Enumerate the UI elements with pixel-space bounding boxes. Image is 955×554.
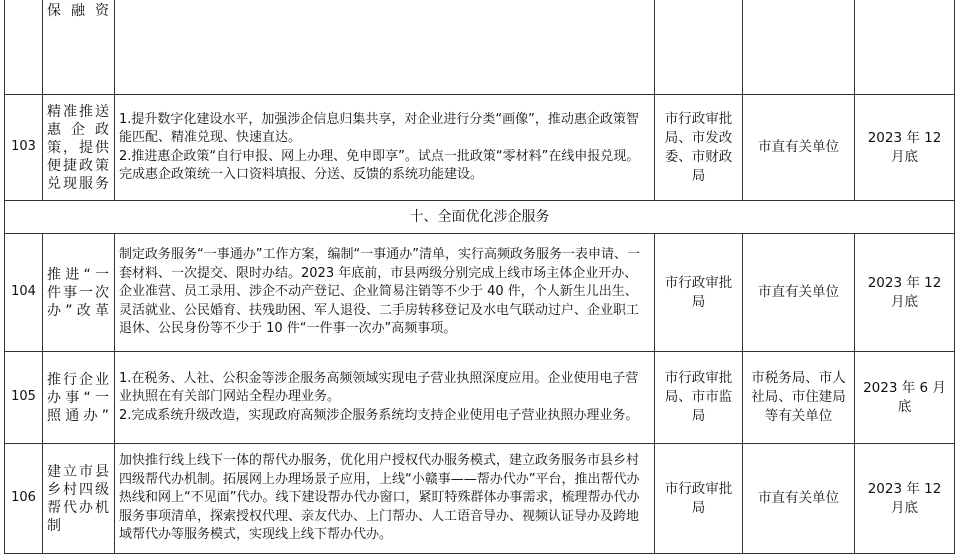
deadline: 2023 年 12 月底 (855, 234, 955, 352)
task-table (4, 0, 955, 554)
task-content (115, 95, 655, 201)
responsible-unit: 市直有关单位 (743, 95, 855, 201)
task-name: 精准推送惠企政策，提供便捷政策兑现服务 (43, 95, 115, 201)
table-row (5, 0, 955, 95)
lead-unit: 市行政审批局 (655, 444, 743, 554)
table-row (5, 95, 955, 201)
task-name: 建立市县乡村四级帮代办机制 (43, 444, 115, 554)
deadline: 2023 年 12 月底 (855, 95, 955, 201)
row-number: 106 (5, 444, 43, 554)
lead-unit (655, 0, 743, 95)
task-content (115, 0, 655, 95)
task-content (115, 444, 655, 554)
deadline: 2023 年 12 月底 (855, 444, 955, 554)
responsible-unit (743, 0, 855, 95)
deadline (855, 0, 955, 95)
content-paragraph: 加快推行线上线下一体的帮代办服务，优化用户授权代办服务模式，建立政务服务市县乡村四级帮代办机制。拓展网上办理场景子应用，上线“小赣事——帮办代办”平台，推出帮代办热线和网上“不见面”代办。线下建设帮办代办窗口，紧盯特殊群体办事需求，梳理帮办代办服务事项清单，探索授权代理、亲友代办、上门帮办、人工语音导办、视频认证导办及跨地域帮代办等服务模式，实现线上线下帮办代办。 (119, 453, 640, 543)
content-paragraph: 制定政务服务“一事通办”工作方案，编制“一事通办”清单，实行高频政务服务一表申请、一套材料、一次提交、限时办结。2023 年底前，市县两级分别完成上线市场主体企业开办、企业准营、员工录用、涉企不动产登记、企业简易注销等不少于 40 件，个人新生儿出生、灵活就业、公民婚育、扶残助困、军人退役、二手房转移登记及水电气联动过户、企业职工退休、公民身份等不少于 10 件“一件事一次办”高频事项。 (119, 247, 640, 337)
table-row (5, 444, 955, 554)
row-number: 105 (5, 352, 43, 444)
section-heading-row (5, 201, 955, 234)
content-paragraph: 1.在税务、人社、公积金等涉企服务高频领域实现电子营业执照深度应用。企业使用电子营业执照在有关部门网站全程办理业务。 (119, 370, 639, 405)
content-paragraph: 1.提升数字化建设水平，加强涉企信息归集共享，对企业进行分类“画像”，推动惠企政策智能匹配、精准兑现、快速直达。 (119, 111, 639, 145)
content-paragraph: 2.完成系统升级改造，实现政府高频涉企服务系统均支持企业使用电子营业执照办理业务。 (119, 407, 639, 423)
lead-unit: 市行政审批局、市市监局 (655, 352, 743, 444)
lead-unit: 市行政审批局、市发改委、市财政局 (655, 95, 743, 201)
row-number: 103 (5, 95, 43, 201)
table-row (5, 352, 955, 444)
row-number (5, 0, 43, 95)
responsible-unit: 市直有关单位 (743, 444, 855, 554)
content-paragraph: 2.推进惠企政策“自行申报、网上办理、免申即享”。试点一批政策“零材料”在线申报兑现。完成惠企政策统一入口资料填报、分送、反馈的系统功能建设。 (119, 148, 640, 182)
task-content (115, 352, 655, 444)
lead-unit: 市行政审批局 (655, 234, 743, 352)
table-row (5, 234, 955, 352)
responsible-unit: 市直有关单位 (743, 234, 855, 352)
section-title: 十、全面优化涉企服务 (5, 201, 955, 234)
task-name: 保融资 (43, 0, 115, 95)
task-name: 推行企业办事“一照通办” (43, 352, 115, 444)
task-content (115, 234, 655, 352)
task-name: 推进“一件事一次办”改革 (43, 234, 115, 352)
row-number: 104 (5, 234, 43, 352)
deadline: 2023 年 6 月底 (855, 352, 955, 444)
responsible-unit: 市税务局、市人社局、市住建局等有关单位 (743, 352, 855, 444)
